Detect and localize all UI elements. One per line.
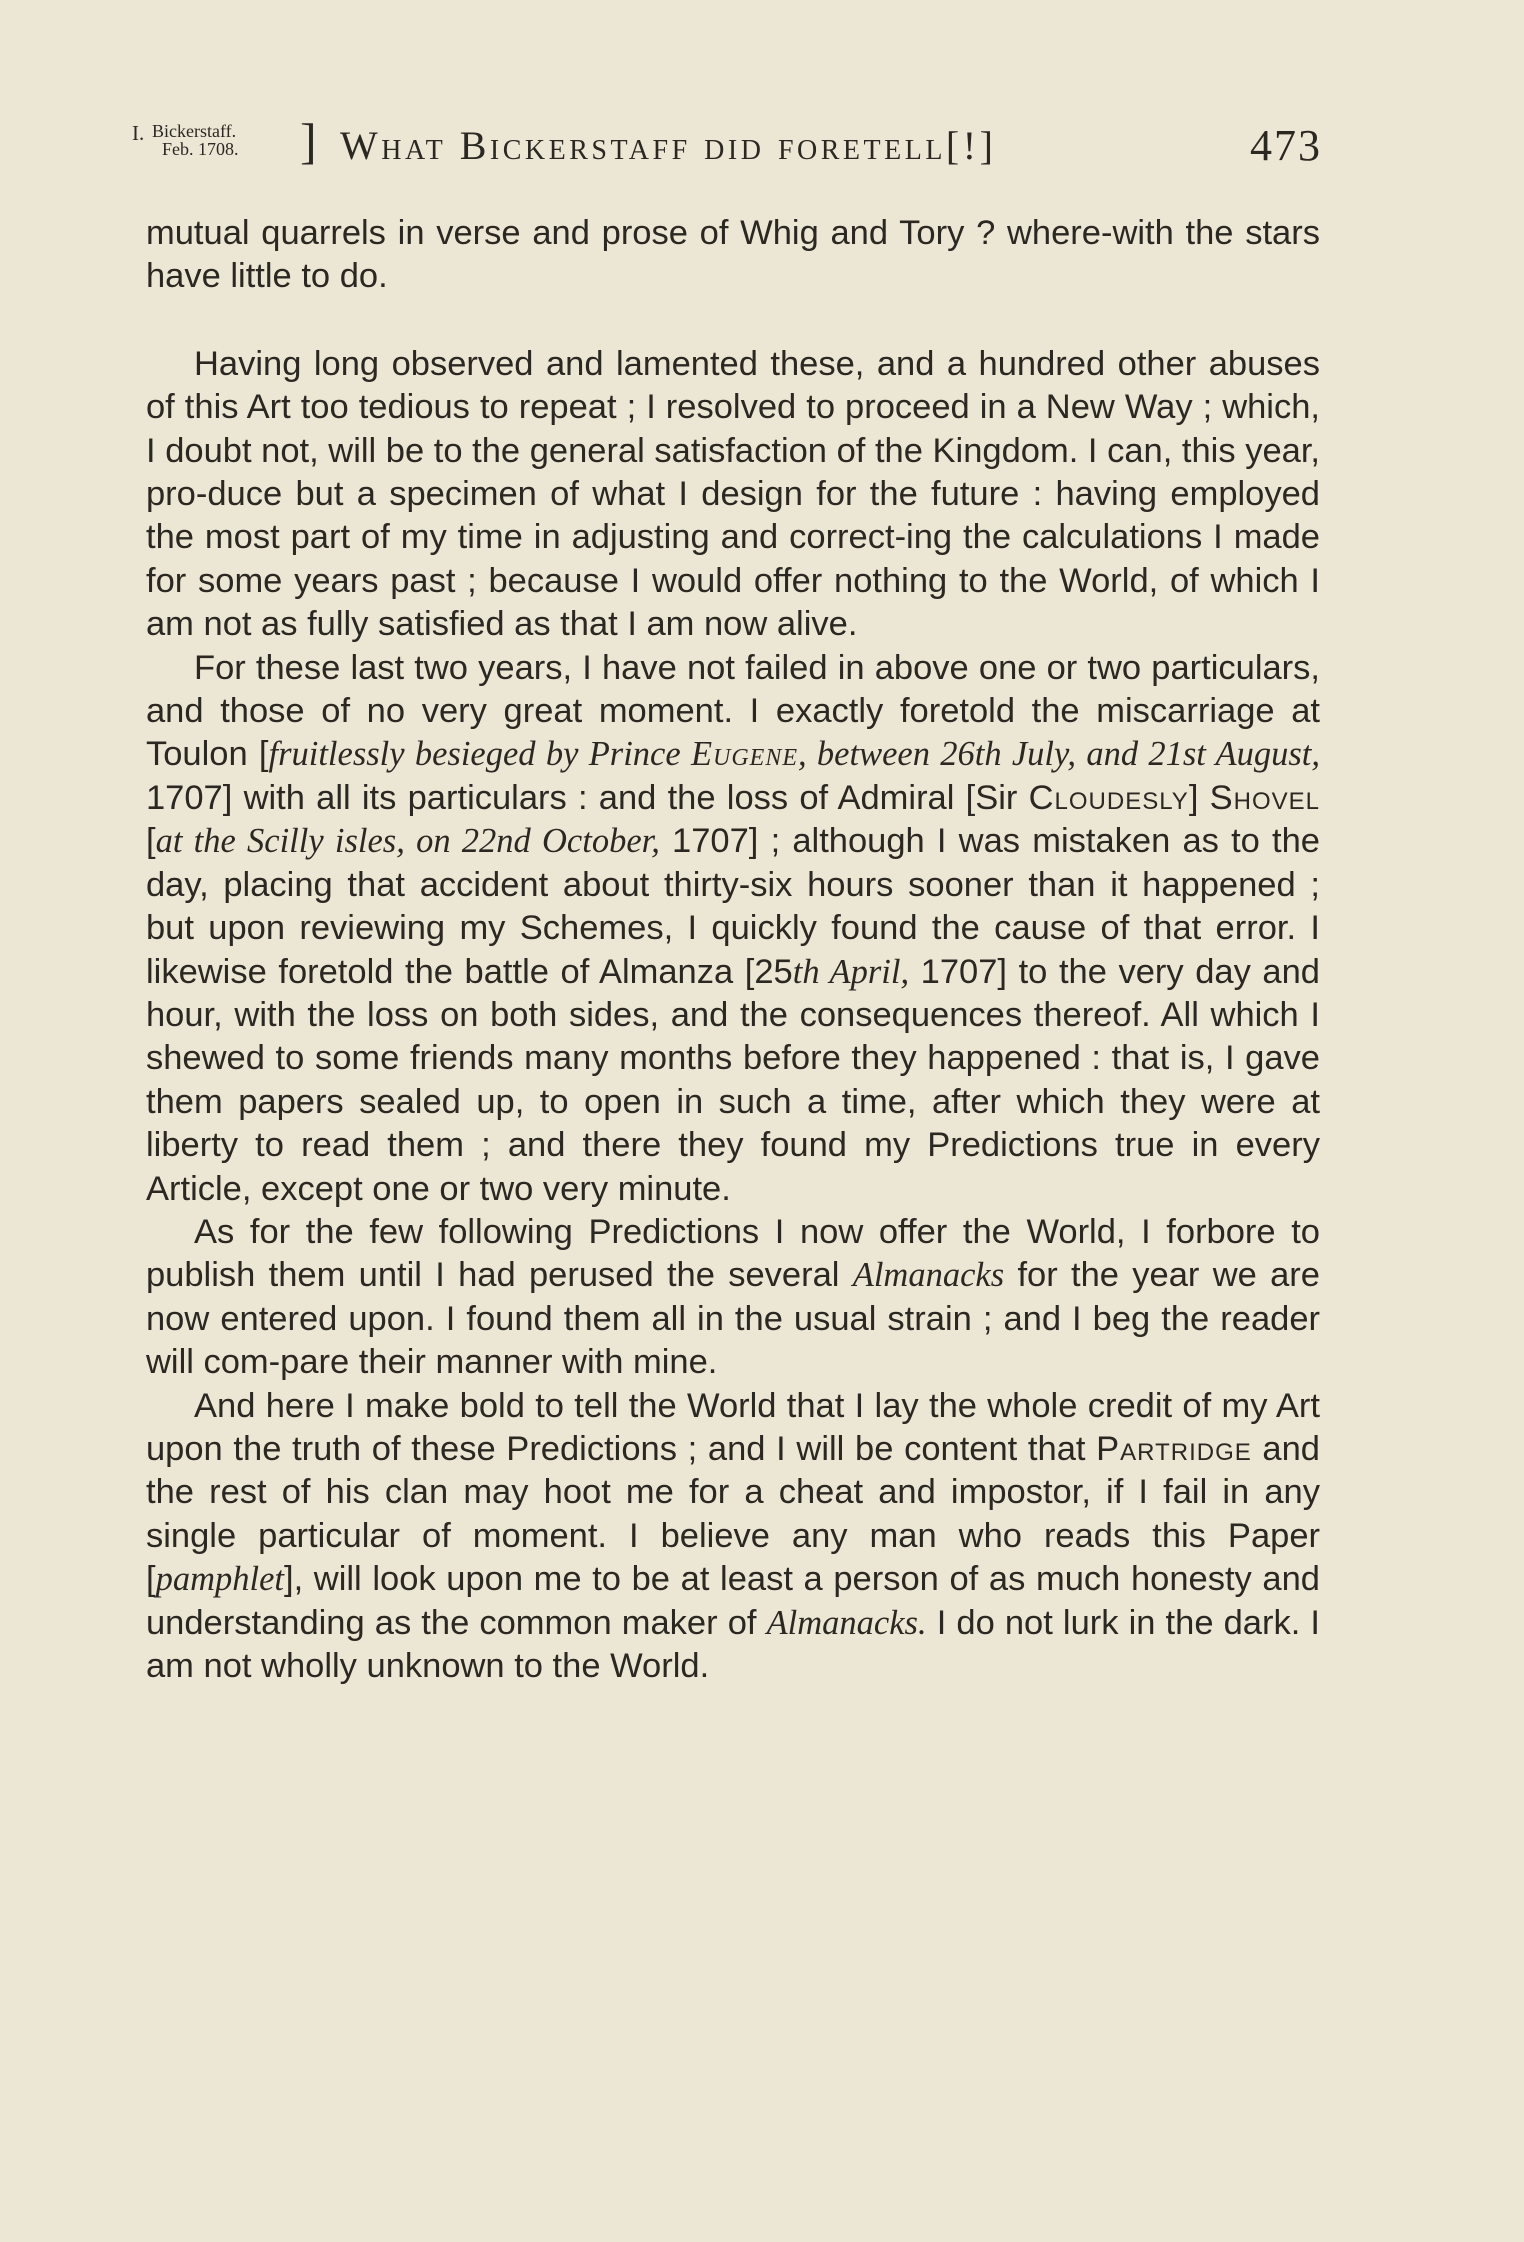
text-run: [ — [146, 822, 156, 861]
paragraph-3 — [146, 647, 1320, 1211]
running-header — [132, 113, 1322, 176]
text-run: I do not lurk in the dark. I am not wholly unknown to the World. — [146, 1603, 1320, 1685]
chapter-ref-author: Bickerstaff. — [152, 121, 237, 141]
italic-note: at the Scilly isles, on 22nd October, — [155, 822, 660, 861]
small-caps-name: Cloudesly — [1028, 778, 1189, 817]
text-run: for the year we are now entered upon. I found them all in the usual strain ; and I beg the reader will com-pare their manner with mine. — [146, 1256, 1320, 1382]
chapter-number: I. — [132, 121, 145, 145]
text-run: ] — [1188, 778, 1210, 817]
text-run: And here I make bold to tell the World that I lay the whole credit of my Art upon the truth of these Predictions ; and I will be content that — [146, 1386, 1320, 1468]
small-caps-name: Eugene — [690, 735, 799, 774]
page-number: 473 — [1250, 121, 1322, 170]
italic-note: pamphlet — [155, 1560, 284, 1599]
italic-title: Almanacks. — [766, 1603, 927, 1642]
body-text — [146, 212, 1320, 1688]
text-run: As for the few following Predictions I now offer the World, I forbore to publish them until I had perused the several — [146, 1212, 1320, 1295]
header-bracket: ] — [300, 113, 317, 169]
chapter-ref-date: Feb. 1708. — [162, 139, 239, 159]
text-run: 1707] to the very day and hour, with the loss on both sides, and the consequences thereof. All which I shewed to some friends many months before they happened : that is, I gave them papers sealed up, to open in such a time, after which they were at liberty to read them ; and there they found my Predictions true in every Article, except one or two very minute. — [146, 952, 1320, 1208]
small-caps-name: Shovel — [1209, 778, 1321, 817]
paragraph-2: Having long observed and lamented these, and a hundred other abuses of this Art too tedious to repeat ; I resolved to proceed in a New Way ; which, I doubt not, will be to the general satisfaction of the Kingdom. I can, this year, pro-duce but a specimen of what I design for the future : having employed the most part of my time in adjusting and correct-ing the calculations I made for some years past ; because I would offer nothing to the World, of which I am not as fully satisfied as that I am now alive. — [146, 344, 1320, 644]
text-run: ], will look upon me to be at least a person of as much honesty and understanding as the common maker of — [146, 1560, 1320, 1642]
italic-note: , between 26th July, and 21st August, — [798, 735, 1320, 774]
text-run: For these last two years, I have not failed in above one or two particulars, and those of no very great moment. I exactly foretold the miscarriage at Toulon [ — [146, 648, 1320, 774]
text-run: and the rest of his clan may hoot me for a cheat and impostor, if I fail in any single particular of moment. I believe any man who reads this Paper [ — [146, 1429, 1320, 1599]
text-run: 1707] with all its particulars : and the loss of Admiral [Sir — [146, 778, 1029, 817]
text-run: 1707] ; although I was mistaken as to the day, placing that accident about thirty-six hours sooner than it happened ; but upon reviewing my Schemes, I quickly found the cause of that error. I likewise foretold the battle of Almanza [25 — [146, 822, 1320, 991]
paragraph-4 — [146, 1211, 1320, 1385]
running-title: What Bickerstaff did foretell[!] — [340, 123, 997, 168]
paragraph-5 — [146, 1385, 1320, 1689]
italic-title: Almanacks — [852, 1256, 1005, 1295]
italic-note: th April, — [792, 952, 910, 991]
paragraph-1: mutual quarrels in verse and prose of Whig and Tory ? where-with the stars have little to do. — [146, 214, 1320, 296]
small-caps-name: Partridge — [1096, 1429, 1252, 1468]
italic-note: fruitlessly besieged by Prince — [268, 735, 691, 774]
